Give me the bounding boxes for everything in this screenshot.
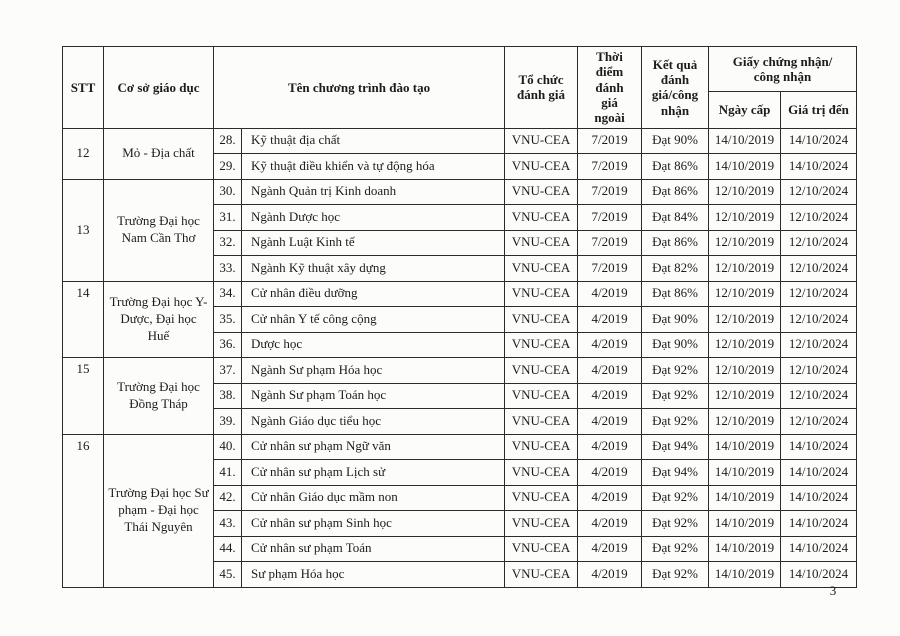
valid-until-cell: 14/10/2024 (781, 154, 857, 180)
valid-until-cell: 12/10/2024 (781, 409, 857, 435)
issue-date-cell: 12/10/2019 (709, 409, 781, 435)
header-valid-until: Giá trị đến (781, 92, 857, 129)
issue-date-cell: 14/10/2019 (709, 128, 781, 154)
header-program: Tên chương trình đào tạo (214, 47, 505, 129)
program-name-cell: Ngành Luật Kinh tế (242, 230, 505, 256)
valid-until-cell: 14/10/2024 (781, 128, 857, 154)
institution-cell: Trường Đại học Y-Dược, Đại học Huế (104, 281, 214, 358)
evaluation-org-cell: VNU-CEA (505, 485, 578, 511)
row-number-cell: 45. (214, 562, 242, 588)
valid-until-cell: 12/10/2024 (781, 256, 857, 282)
row-number-cell: 43. (214, 511, 242, 537)
result-cell: Đạt 92% (642, 562, 709, 588)
program-name-cell: Ngành Dược học (242, 205, 505, 231)
table-row (63, 179, 857, 205)
result-cell: Đạt 92% (642, 536, 709, 562)
header-evaluation-time: Thời điểm đánh giá ngoài (578, 47, 642, 129)
issue-date-cell: 14/10/2019 (709, 434, 781, 460)
institution-cell: Trường Đại học Nam Cần Thơ (104, 179, 214, 281)
program-name-cell: Dược học (242, 332, 505, 358)
evaluation-time-cell: 4/2019 (578, 511, 642, 537)
issue-date-cell: 14/10/2019 (709, 460, 781, 486)
table-row (63, 128, 857, 154)
result-cell: Đạt 82% (642, 256, 709, 282)
evaluation-org-cell: VNU-CEA (505, 230, 578, 256)
valid-until-cell: 12/10/2024 (781, 281, 857, 307)
evaluation-time-cell: 4/2019 (578, 485, 642, 511)
evaluation-time-cell: 4/2019 (578, 434, 642, 460)
header-certificate (709, 47, 857, 92)
row-number-cell: 30. (214, 179, 242, 205)
evaluation-time-cell: 4/2019 (578, 358, 642, 384)
valid-until-cell: 12/10/2024 (781, 332, 857, 358)
result-cell: Đạt 86% (642, 281, 709, 307)
valid-until-cell: 14/10/2024 (781, 460, 857, 486)
table-header (63, 47, 857, 129)
header-issue-date: Ngày cấp (709, 92, 781, 129)
program-name-cell: Cử nhân điều dưỡng (242, 281, 505, 307)
evaluation-org-cell: VNU-CEA (505, 128, 578, 154)
header-institution: Cơ sở giáo dục (104, 47, 214, 129)
valid-until-cell: 14/10/2024 (781, 536, 857, 562)
result-cell: Đạt 92% (642, 485, 709, 511)
row-number-cell: 35. (214, 307, 242, 333)
evaluation-org-cell: VNU-CEA (505, 256, 578, 282)
row-number-cell: 38. (214, 383, 242, 409)
evaluation-time-cell: 7/2019 (578, 205, 642, 231)
issue-date-cell: 12/10/2019 (709, 307, 781, 333)
evaluation-org-cell: VNU-CEA (505, 307, 578, 333)
result-cell: Đạt 84% (642, 205, 709, 231)
page-number: 3 (829, 583, 837, 598)
evaluation-org-cell: VNU-CEA (505, 562, 578, 588)
row-number-cell: 40. (214, 434, 242, 460)
program-name-cell: Ngành Giáo dục tiểu học (242, 409, 505, 435)
row-number-cell: 44. (214, 536, 242, 562)
issue-date-cell: 14/10/2019 (709, 154, 781, 180)
evaluation-time-cell: 4/2019 (578, 383, 642, 409)
header-stt: STT (63, 47, 104, 129)
result-cell: Đạt 86% (642, 230, 709, 256)
result-cell: Đạt 90% (642, 332, 709, 358)
program-name-cell: Kỹ thuật điều khiển và tự động hóa (242, 154, 505, 180)
issue-date-cell: 12/10/2019 (709, 358, 781, 384)
issue-date-cell: 14/10/2019 (709, 536, 781, 562)
program-name-cell: Ngành Kỹ thuật xây dựng (242, 256, 505, 282)
result-cell: Đạt 92% (642, 358, 709, 384)
valid-until-cell: 14/10/2024 (781, 434, 857, 460)
program-name-cell: Cử nhân sư phạm Toán (242, 536, 505, 562)
program-name-cell: Sư phạm Hóa học (242, 562, 505, 588)
valid-until-cell: 14/10/2024 (781, 511, 857, 537)
issue-date-cell: 12/10/2019 (709, 332, 781, 358)
row-number-cell: 29. (214, 154, 242, 180)
evaluation-org-cell: VNU-CEA (505, 154, 578, 180)
stt-cell: 14 (63, 281, 104, 358)
valid-until-cell: 14/10/2024 (781, 485, 857, 511)
program-name-cell: Cử nhân Y tế công cộng (242, 307, 505, 333)
program-name-cell: Kỹ thuật địa chất (242, 128, 505, 154)
accreditation-table (62, 46, 857, 588)
evaluation-org-cell: VNU-CEA (505, 383, 578, 409)
header-evaluation-org: Tổ chức đánh giá (505, 47, 578, 129)
result-cell: Đạt 86% (642, 179, 709, 205)
valid-until-cell: 12/10/2024 (781, 179, 857, 205)
evaluation-time-cell: 7/2019 (578, 179, 642, 205)
evaluation-time-cell: 4/2019 (578, 409, 642, 435)
evaluation-org-cell: VNU-CEA (505, 332, 578, 358)
table-body (63, 128, 857, 587)
evaluation-org-cell: VNU-CEA (505, 409, 578, 435)
program-name-cell: Ngành Sư phạm Toán học (242, 383, 505, 409)
issue-date-cell: 12/10/2019 (709, 383, 781, 409)
issue-date-cell: 12/10/2019 (709, 281, 781, 307)
issue-date-cell: 14/10/2019 (709, 511, 781, 537)
result-cell: Đạt 90% (642, 307, 709, 333)
evaluation-org-cell: VNU-CEA (505, 511, 578, 537)
evaluation-time-cell: 7/2019 (578, 154, 642, 180)
header-row-1 (63, 47, 857, 92)
issue-date-cell: 12/10/2019 (709, 179, 781, 205)
issue-date-cell: 14/10/2019 (709, 562, 781, 588)
program-name-cell: Ngành Sư phạm Hóa học (242, 358, 505, 384)
evaluation-org-cell: VNU-CEA (505, 179, 578, 205)
result-cell: Đạt 92% (642, 511, 709, 537)
valid-until-cell: 12/10/2024 (781, 205, 857, 231)
institution-cell: Trường Đại học Đồng Tháp (104, 358, 214, 435)
valid-until-cell: 12/10/2024 (781, 383, 857, 409)
row-number-cell: 32. (214, 230, 242, 256)
result-cell: Đạt 86% (642, 154, 709, 180)
result-cell: Đạt 94% (642, 434, 709, 460)
row-number-cell: 34. (214, 281, 242, 307)
result-cell: Đạt 92% (642, 383, 709, 409)
evaluation-time-cell: 4/2019 (578, 460, 642, 486)
result-cell: Đạt 94% (642, 460, 709, 486)
row-number-cell: 36. (214, 332, 242, 358)
program-name-cell: Cử nhân Giáo dục mầm non (242, 485, 505, 511)
result-cell: Đạt 92% (642, 409, 709, 435)
evaluation-time-cell: 4/2019 (578, 332, 642, 358)
program-name-cell: Cử nhân sư phạm Sinh học (242, 511, 505, 537)
evaluation-org-cell: VNU-CEA (505, 358, 578, 384)
valid-until-cell: 12/10/2024 (781, 358, 857, 384)
evaluation-time-cell: 4/2019 (578, 536, 642, 562)
issue-date-cell: 12/10/2019 (709, 256, 781, 282)
evaluation-time-cell: 4/2019 (578, 307, 642, 333)
result-cell: Đạt 90% (642, 128, 709, 154)
table-row (63, 281, 857, 307)
evaluation-time-cell: 4/2019 (578, 281, 642, 307)
valid-until-cell: 14/10/2024 (781, 562, 857, 588)
program-name-cell: Cử nhân sư phạm Ngữ văn (242, 434, 505, 460)
stt-cell: 12 (63, 128, 104, 179)
issue-date-cell: 12/10/2019 (709, 205, 781, 231)
issue-date-cell: 14/10/2019 (709, 485, 781, 511)
header-result: Kết quả đánh giá/công nhận (642, 47, 709, 129)
stt-cell: 16 (63, 434, 104, 587)
table-row (63, 358, 857, 384)
evaluation-org-cell: VNU-CEA (505, 536, 578, 562)
evaluation-org-cell: VNU-CEA (505, 434, 578, 460)
row-number-cell: 28. (214, 128, 242, 154)
row-number-cell: 42. (214, 485, 242, 511)
evaluation-time-cell: 7/2019 (578, 256, 642, 282)
institution-cell: Trường Đại học Sư phạm - Đại học Thái Nguyên (104, 434, 214, 587)
evaluation-time-cell: 7/2019 (578, 128, 642, 154)
program-name-cell: Ngành Quản trị Kinh doanh (242, 179, 505, 205)
table-row (63, 434, 857, 460)
valid-until-cell: 12/10/2024 (781, 230, 857, 256)
row-number-cell: 31. (214, 205, 242, 231)
valid-until-cell: 12/10/2024 (781, 307, 857, 333)
evaluation-time-cell: 4/2019 (578, 562, 642, 588)
header-certificate-label: Giấy chứng nhận/ công nhận (732, 53, 833, 85)
row-number-cell: 37. (214, 358, 242, 384)
program-name-cell: Cử nhân sư phạm Lịch sử (242, 460, 505, 486)
stt-cell: 13 (63, 179, 104, 281)
evaluation-org-cell: VNU-CEA (505, 460, 578, 486)
row-number-cell: 41. (214, 460, 242, 486)
evaluation-org-cell: VNU-CEA (505, 281, 578, 307)
evaluation-time-cell: 7/2019 (578, 230, 642, 256)
row-number-cell: 39. (214, 409, 242, 435)
stt-cell: 15 (63, 358, 104, 435)
institution-cell: Mỏ - Địa chất (104, 128, 214, 179)
issue-date-cell: 12/10/2019 (709, 230, 781, 256)
evaluation-org-cell: VNU-CEA (505, 205, 578, 231)
row-number-cell: 33. (214, 256, 242, 282)
